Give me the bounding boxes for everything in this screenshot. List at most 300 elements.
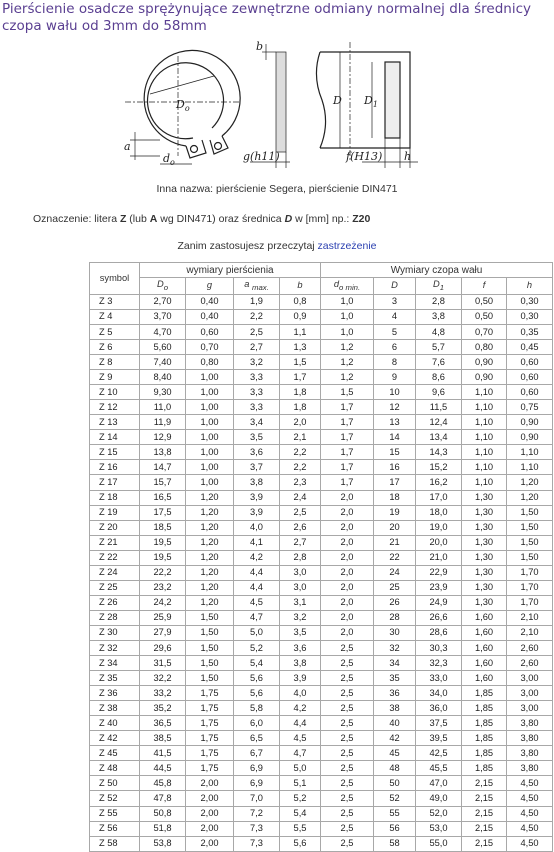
value-cell: 24,9 — [416, 595, 462, 610]
value-cell: 45 — [374, 746, 416, 761]
table-row — [90, 309, 553, 324]
symbol-cell: Z 50 — [90, 776, 140, 791]
value-cell: 8 — [374, 355, 416, 370]
value-cell: 4,50 — [507, 791, 553, 806]
label-g: g(h11) — [243, 150, 280, 163]
symbol-cell: Z 4 — [90, 309, 140, 324]
value-cell: 24,2 — [140, 595, 186, 610]
value-cell: 38,5 — [140, 731, 186, 746]
value-cell: 2,2 — [280, 460, 321, 475]
symbol-cell: Z 16 — [90, 460, 140, 475]
value-cell: 1,10 — [507, 445, 553, 460]
value-cell: 3,5 — [280, 625, 321, 640]
table-row — [90, 610, 553, 625]
table-row — [90, 821, 553, 836]
symbol-cell: Z 34 — [90, 656, 140, 671]
value-cell: 12,9 — [140, 430, 186, 445]
value-cell: 3,9 — [280, 671, 321, 686]
value-cell: 2,0 — [321, 580, 374, 595]
value-cell: 2,0 — [321, 550, 374, 565]
value-cell: 6,9 — [234, 776, 280, 791]
value-cell: 3,5 — [234, 430, 280, 445]
value-cell: 1,00 — [186, 430, 234, 445]
table-row — [90, 625, 553, 640]
value-cell: 4,5 — [234, 595, 280, 610]
value-cell: 2,0 — [321, 535, 374, 550]
value-cell: 3,00 — [507, 671, 553, 686]
table-row — [90, 430, 553, 445]
value-cell: 1,85 — [462, 716, 507, 731]
value-cell: 0,60 — [507, 385, 553, 400]
value-cell: 7,6 — [416, 355, 462, 370]
table-row — [90, 836, 553, 851]
value-cell: 17,5 — [140, 505, 186, 520]
value-cell: 1,75 — [186, 716, 234, 731]
value-cell: 14 — [374, 430, 416, 445]
label-D: D — [333, 94, 342, 107]
value-cell: 1,75 — [186, 731, 234, 746]
value-cell: 1,20 — [507, 475, 553, 490]
value-cell: 2,0 — [321, 625, 374, 640]
value-cell: 13,4 — [416, 430, 462, 445]
value-cell: 0,90 — [462, 355, 507, 370]
value-cell: 21,0 — [416, 550, 462, 565]
value-cell: 2,10 — [507, 610, 553, 625]
value-cell: 3,8 — [280, 656, 321, 671]
value-cell: 0,80 — [462, 340, 507, 355]
value-cell: 1,10 — [462, 415, 507, 430]
value-cell: 0,75 — [507, 400, 553, 415]
value-cell: 2,5 — [321, 686, 374, 701]
value-cell: 4,7 — [234, 610, 280, 625]
table-row — [90, 791, 553, 806]
symbol-cell: Z 18 — [90, 490, 140, 505]
value-cell: 31,5 — [140, 656, 186, 671]
symbol-cell: Z 19 — [90, 505, 140, 520]
value-cell: 2,7 — [280, 535, 321, 550]
value-cell: 36,0 — [416, 701, 462, 716]
value-cell: 1,7 — [321, 430, 374, 445]
value-cell: 1,7 — [321, 445, 374, 460]
value-cell: 1,9 — [234, 294, 280, 309]
symbol-cell: Z 24 — [90, 565, 140, 580]
symbol-cell: Z 9 — [90, 370, 140, 385]
symbol-cell: Z 26 — [90, 595, 140, 610]
value-cell: 4,0 — [280, 686, 321, 701]
disclaimer-link[interactable]: zastrzeżenie — [317, 240, 377, 252]
value-cell: 4,50 — [507, 806, 553, 821]
value-cell: 1,50 — [186, 610, 234, 625]
technical-drawing — [0, 36, 554, 176]
value-cell: 3 — [374, 294, 416, 309]
table-row — [90, 746, 553, 761]
value-cell: 2,60 — [507, 640, 553, 655]
value-cell: 1,10 — [462, 385, 507, 400]
value-cell: 4,4 — [280, 716, 321, 731]
table-body — [90, 294, 553, 851]
value-cell: 20 — [374, 520, 416, 535]
value-cell: 1,00 — [186, 445, 234, 460]
value-cell: 1,60 — [462, 640, 507, 655]
symbol-cell: Z 42 — [90, 731, 140, 746]
value-cell: 2,5 — [321, 836, 374, 851]
value-cell: 38 — [374, 701, 416, 716]
value-cell: 13 — [374, 415, 416, 430]
table-row — [90, 520, 553, 535]
table-row — [90, 400, 553, 415]
table-row — [90, 490, 553, 505]
symbol-cell: Z 6 — [90, 340, 140, 355]
value-cell: 0,90 — [507, 415, 553, 430]
value-cell: 1,20 — [186, 535, 234, 550]
value-cell: 1,10 — [462, 475, 507, 490]
value-cell: 1,3 — [280, 340, 321, 355]
value-cell: 1,2 — [321, 340, 374, 355]
value-cell: 32,3 — [416, 656, 462, 671]
value-cell: 17,0 — [416, 490, 462, 505]
value-cell: 1,2 — [321, 370, 374, 385]
col-g: g — [186, 278, 234, 295]
value-cell: 4,2 — [234, 550, 280, 565]
value-cell: 16,2 — [416, 475, 462, 490]
value-cell: 2,0 — [321, 595, 374, 610]
value-cell: 9,6 — [416, 385, 462, 400]
table-row — [90, 761, 553, 776]
value-cell: 42 — [374, 731, 416, 746]
value-cell: 2,2 — [280, 445, 321, 460]
value-cell: 18,5 — [140, 520, 186, 535]
value-cell: 1,50 — [186, 625, 234, 640]
symbol-cell: Z 45 — [90, 746, 140, 761]
value-cell: 2,0 — [321, 520, 374, 535]
value-cell: 14,7 — [140, 460, 186, 475]
value-cell: 1,30 — [462, 505, 507, 520]
value-cell: 2,00 — [186, 776, 234, 791]
value-cell: 51,8 — [140, 821, 186, 836]
value-cell: 4,70 — [140, 325, 186, 340]
value-cell: 9 — [374, 370, 416, 385]
value-cell: 2,0 — [280, 415, 321, 430]
value-cell: 23,9 — [416, 580, 462, 595]
value-cell: 1,85 — [462, 761, 507, 776]
value-cell: 2,15 — [462, 821, 507, 836]
value-cell: 50 — [374, 776, 416, 791]
value-cell: 0,60 — [507, 355, 553, 370]
value-cell: 35 — [374, 671, 416, 686]
value-cell: 4,1 — [234, 535, 280, 550]
value-cell: 4,0 — [234, 520, 280, 535]
value-cell: 2,00 — [186, 791, 234, 806]
value-cell: 2,00 — [186, 806, 234, 821]
value-cell: 0,9 — [280, 309, 321, 324]
value-cell: 8,6 — [416, 370, 462, 385]
value-cell: 2,60 — [507, 656, 553, 671]
value-cell: 3,80 — [507, 716, 553, 731]
value-cell: 2,00 — [186, 821, 234, 836]
value-cell: 20,0 — [416, 535, 462, 550]
value-cell: 2,70 — [140, 294, 186, 309]
value-cell: 58 — [374, 836, 416, 851]
value-cell: 0,70 — [186, 340, 234, 355]
value-cell: 11,9 — [140, 415, 186, 430]
value-cell: 1,7 — [280, 370, 321, 385]
col-Do: $D_o$ — [140, 278, 186, 295]
value-cell: 3,6 — [280, 640, 321, 655]
value-cell: 53,8 — [140, 836, 186, 851]
value-cell: 2,15 — [462, 776, 507, 791]
symbol-cell: Z 55 — [90, 806, 140, 821]
value-cell: 2,3 — [280, 475, 321, 490]
value-cell: 5,0 — [280, 761, 321, 776]
value-cell: 15,7 — [140, 475, 186, 490]
value-cell: 5,1 — [280, 776, 321, 791]
table-row — [90, 415, 553, 430]
value-cell: 1,50 — [186, 671, 234, 686]
value-cell: 22,9 — [416, 565, 462, 580]
value-cell: 37,5 — [416, 716, 462, 731]
value-cell: 24 — [374, 565, 416, 580]
value-cell: 1,7 — [321, 460, 374, 475]
page-title: Pierścienie osadcze sprężynujące zewnętrzne odmiany normalnej dla średnicy czopa wału od 3mm do 58mm — [2, 1, 531, 34]
value-cell: 1,7 — [321, 400, 374, 415]
value-cell: 19,5 — [140, 535, 186, 550]
value-cell: 19 — [374, 505, 416, 520]
value-cell: 1,10 — [462, 400, 507, 415]
value-cell: 4,4 — [234, 580, 280, 595]
col-D1: $D_1$ — [416, 278, 462, 295]
value-cell: 2,2 — [234, 309, 280, 324]
value-cell: 2,7 — [234, 340, 280, 355]
value-cell: 33,2 — [140, 686, 186, 701]
value-cell: 33,0 — [416, 671, 462, 686]
table-row — [90, 671, 553, 686]
value-cell: 1,70 — [507, 580, 553, 595]
value-cell: 2,5 — [321, 821, 374, 836]
value-cell: 52,0 — [416, 806, 462, 821]
value-cell: 47,8 — [140, 791, 186, 806]
value-cell: 18,0 — [416, 505, 462, 520]
value-cell: 1,20 — [186, 565, 234, 580]
value-cell: 3,80 — [507, 746, 553, 761]
table-row — [90, 640, 553, 655]
value-cell: 5,8 — [234, 701, 280, 716]
value-cell: 1,20 — [186, 595, 234, 610]
value-cell: 1,10 — [462, 460, 507, 475]
value-cell: 1,75 — [186, 746, 234, 761]
symbol-cell: Z 30 — [90, 625, 140, 640]
value-cell: 28,6 — [416, 625, 462, 640]
value-cell: 19,5 — [140, 550, 186, 565]
table-row — [90, 535, 553, 550]
value-cell: 7,3 — [234, 821, 280, 836]
value-cell: 2,5 — [321, 731, 374, 746]
value-cell: 15,2 — [416, 460, 462, 475]
symbol-cell: Z 3 — [90, 294, 140, 309]
table-row — [90, 385, 553, 400]
symbol-cell: Z 5 — [90, 325, 140, 340]
symbol-cell: Z 17 — [90, 475, 140, 490]
value-cell: 1,2 — [321, 355, 374, 370]
value-cell: 3,00 — [507, 686, 553, 701]
value-cell: 7,40 — [140, 355, 186, 370]
value-cell: 32,2 — [140, 671, 186, 686]
symbol-cell: Z 21 — [90, 535, 140, 550]
value-cell: 16 — [374, 460, 416, 475]
value-cell: 1,1 — [280, 325, 321, 340]
table-row — [90, 325, 553, 340]
value-cell: 11,0 — [140, 400, 186, 415]
symbol-cell: Z 12 — [90, 400, 140, 415]
designation-caption: Oznaczenie: litera Z (lub A wg DIN471) oraz średnica D w [mm] np.: Z20 — [33, 213, 371, 225]
value-cell: 5 — [374, 325, 416, 340]
value-cell: 1,85 — [462, 686, 507, 701]
symbol-header: symbol — [90, 263, 140, 295]
value-cell: 3,3 — [234, 400, 280, 415]
value-cell: 52 — [374, 791, 416, 806]
value-cell: 27,9 — [140, 625, 186, 640]
value-cell: 1,20 — [186, 550, 234, 565]
value-cell: 1,85 — [462, 746, 507, 761]
value-cell: 29,6 — [140, 640, 186, 655]
table-row — [90, 595, 553, 610]
value-cell: 1,5 — [321, 385, 374, 400]
value-cell: 39,5 — [416, 731, 462, 746]
value-cell: 2,5 — [321, 671, 374, 686]
value-cell: 34,0 — [416, 686, 462, 701]
table-row — [90, 355, 553, 370]
value-cell: 2,5 — [321, 776, 374, 791]
value-cell: 1,00 — [186, 385, 234, 400]
value-cell: 19,0 — [416, 520, 462, 535]
value-cell: 2,5 — [321, 701, 374, 716]
value-cell: 1,30 — [462, 580, 507, 595]
value-cell: 45,8 — [140, 776, 186, 791]
value-cell: 16,5 — [140, 490, 186, 505]
value-cell: 1,75 — [186, 686, 234, 701]
table-row — [90, 505, 553, 520]
table-row — [90, 580, 553, 595]
value-cell: 1,7 — [321, 475, 374, 490]
value-cell: 12 — [374, 400, 416, 415]
table-row — [90, 731, 553, 746]
value-cell: 1,7 — [321, 415, 374, 430]
value-cell: 7,3 — [234, 836, 280, 851]
value-cell: 44,5 — [140, 761, 186, 776]
value-cell: 4,4 — [234, 565, 280, 580]
value-cell: 1,85 — [462, 731, 507, 746]
value-cell: 56 — [374, 821, 416, 836]
value-cell: 1,60 — [462, 671, 507, 686]
value-cell: 3,8 — [234, 475, 280, 490]
value-cell: 26 — [374, 595, 416, 610]
value-cell: 2,5 — [234, 325, 280, 340]
value-cell: 30,3 — [416, 640, 462, 655]
value-cell: 4,50 — [507, 776, 553, 791]
symbol-cell: Z 32 — [90, 640, 140, 655]
value-cell: 1,20 — [186, 490, 234, 505]
value-cell: 2,6 — [280, 520, 321, 535]
value-cell: 1,70 — [507, 565, 553, 580]
value-cell: 3,7 — [234, 460, 280, 475]
value-cell: 2,15 — [462, 791, 507, 806]
value-cell: 1,30 — [462, 490, 507, 505]
value-cell: 3,0 — [280, 580, 321, 595]
value-cell: 5,0 — [234, 625, 280, 640]
symbol-cell: Z 48 — [90, 761, 140, 776]
value-cell: 1,00 — [186, 415, 234, 430]
value-cell: 1,30 — [462, 535, 507, 550]
value-cell: 1,00 — [186, 400, 234, 415]
value-cell: 0,30 — [507, 294, 553, 309]
value-cell: 6,7 — [234, 746, 280, 761]
value-cell: 53,0 — [416, 821, 462, 836]
value-cell: 1,75 — [186, 701, 234, 716]
value-cell: 4,2 — [280, 701, 321, 716]
value-cell: 0,60 — [507, 370, 553, 385]
value-cell: 1,20 — [507, 490, 553, 505]
table-row — [90, 445, 553, 460]
value-cell: 3,0 — [280, 565, 321, 580]
value-cell: 2,8 — [416, 294, 462, 309]
value-cell: 5,6 — [234, 686, 280, 701]
col-a-max: a $_{max.}$ — [234, 278, 280, 295]
value-cell: 0,70 — [462, 325, 507, 340]
value-cell: 3,4 — [234, 415, 280, 430]
symbol-cell: Z 35 — [90, 671, 140, 686]
value-cell: 1,10 — [462, 430, 507, 445]
value-cell: 3,2 — [280, 610, 321, 625]
value-cell: 13,8 — [140, 445, 186, 460]
value-cell: 2,5 — [280, 505, 321, 520]
value-cell: 55,0 — [416, 836, 462, 851]
table-row — [90, 370, 553, 385]
value-cell: 22,2 — [140, 565, 186, 580]
table-row — [90, 776, 553, 791]
value-cell: 2,5 — [321, 746, 374, 761]
value-cell: 4,50 — [507, 821, 553, 836]
value-cell: 5,2 — [234, 640, 280, 655]
value-cell: 1,50 — [507, 520, 553, 535]
value-cell: 1,30 — [462, 565, 507, 580]
value-cell: 50,8 — [140, 806, 186, 821]
label-Do: $D_o$ — [176, 98, 190, 113]
value-cell: 34 — [374, 656, 416, 671]
value-cell: 5,5 — [280, 821, 321, 836]
value-cell: 2,5 — [321, 640, 374, 655]
value-cell: 3,9 — [234, 490, 280, 505]
label-h: h — [404, 150, 412, 163]
ring-outline — [144, 50, 240, 146]
value-cell: 2,15 — [462, 836, 507, 851]
table-row — [90, 294, 553, 309]
value-cell: 21 — [374, 535, 416, 550]
value-cell: 5,6 — [234, 671, 280, 686]
table-row — [90, 806, 553, 821]
value-cell: 2,0 — [321, 565, 374, 580]
value-cell: 1,0 — [321, 325, 374, 340]
value-cell: 49,0 — [416, 791, 462, 806]
value-cell: 1,5 — [280, 355, 321, 370]
value-cell: 0,8 — [280, 294, 321, 309]
value-cell: 4,50 — [507, 836, 553, 851]
value-cell: 1,60 — [462, 610, 507, 625]
value-cell: 1,20 — [186, 505, 234, 520]
value-cell: 1,70 — [507, 595, 553, 610]
value-cell: 25 — [374, 580, 416, 595]
symbol-cell: Z 36 — [90, 686, 140, 701]
value-cell: 2,5 — [321, 761, 374, 776]
value-cell: 2,10 — [507, 625, 553, 640]
